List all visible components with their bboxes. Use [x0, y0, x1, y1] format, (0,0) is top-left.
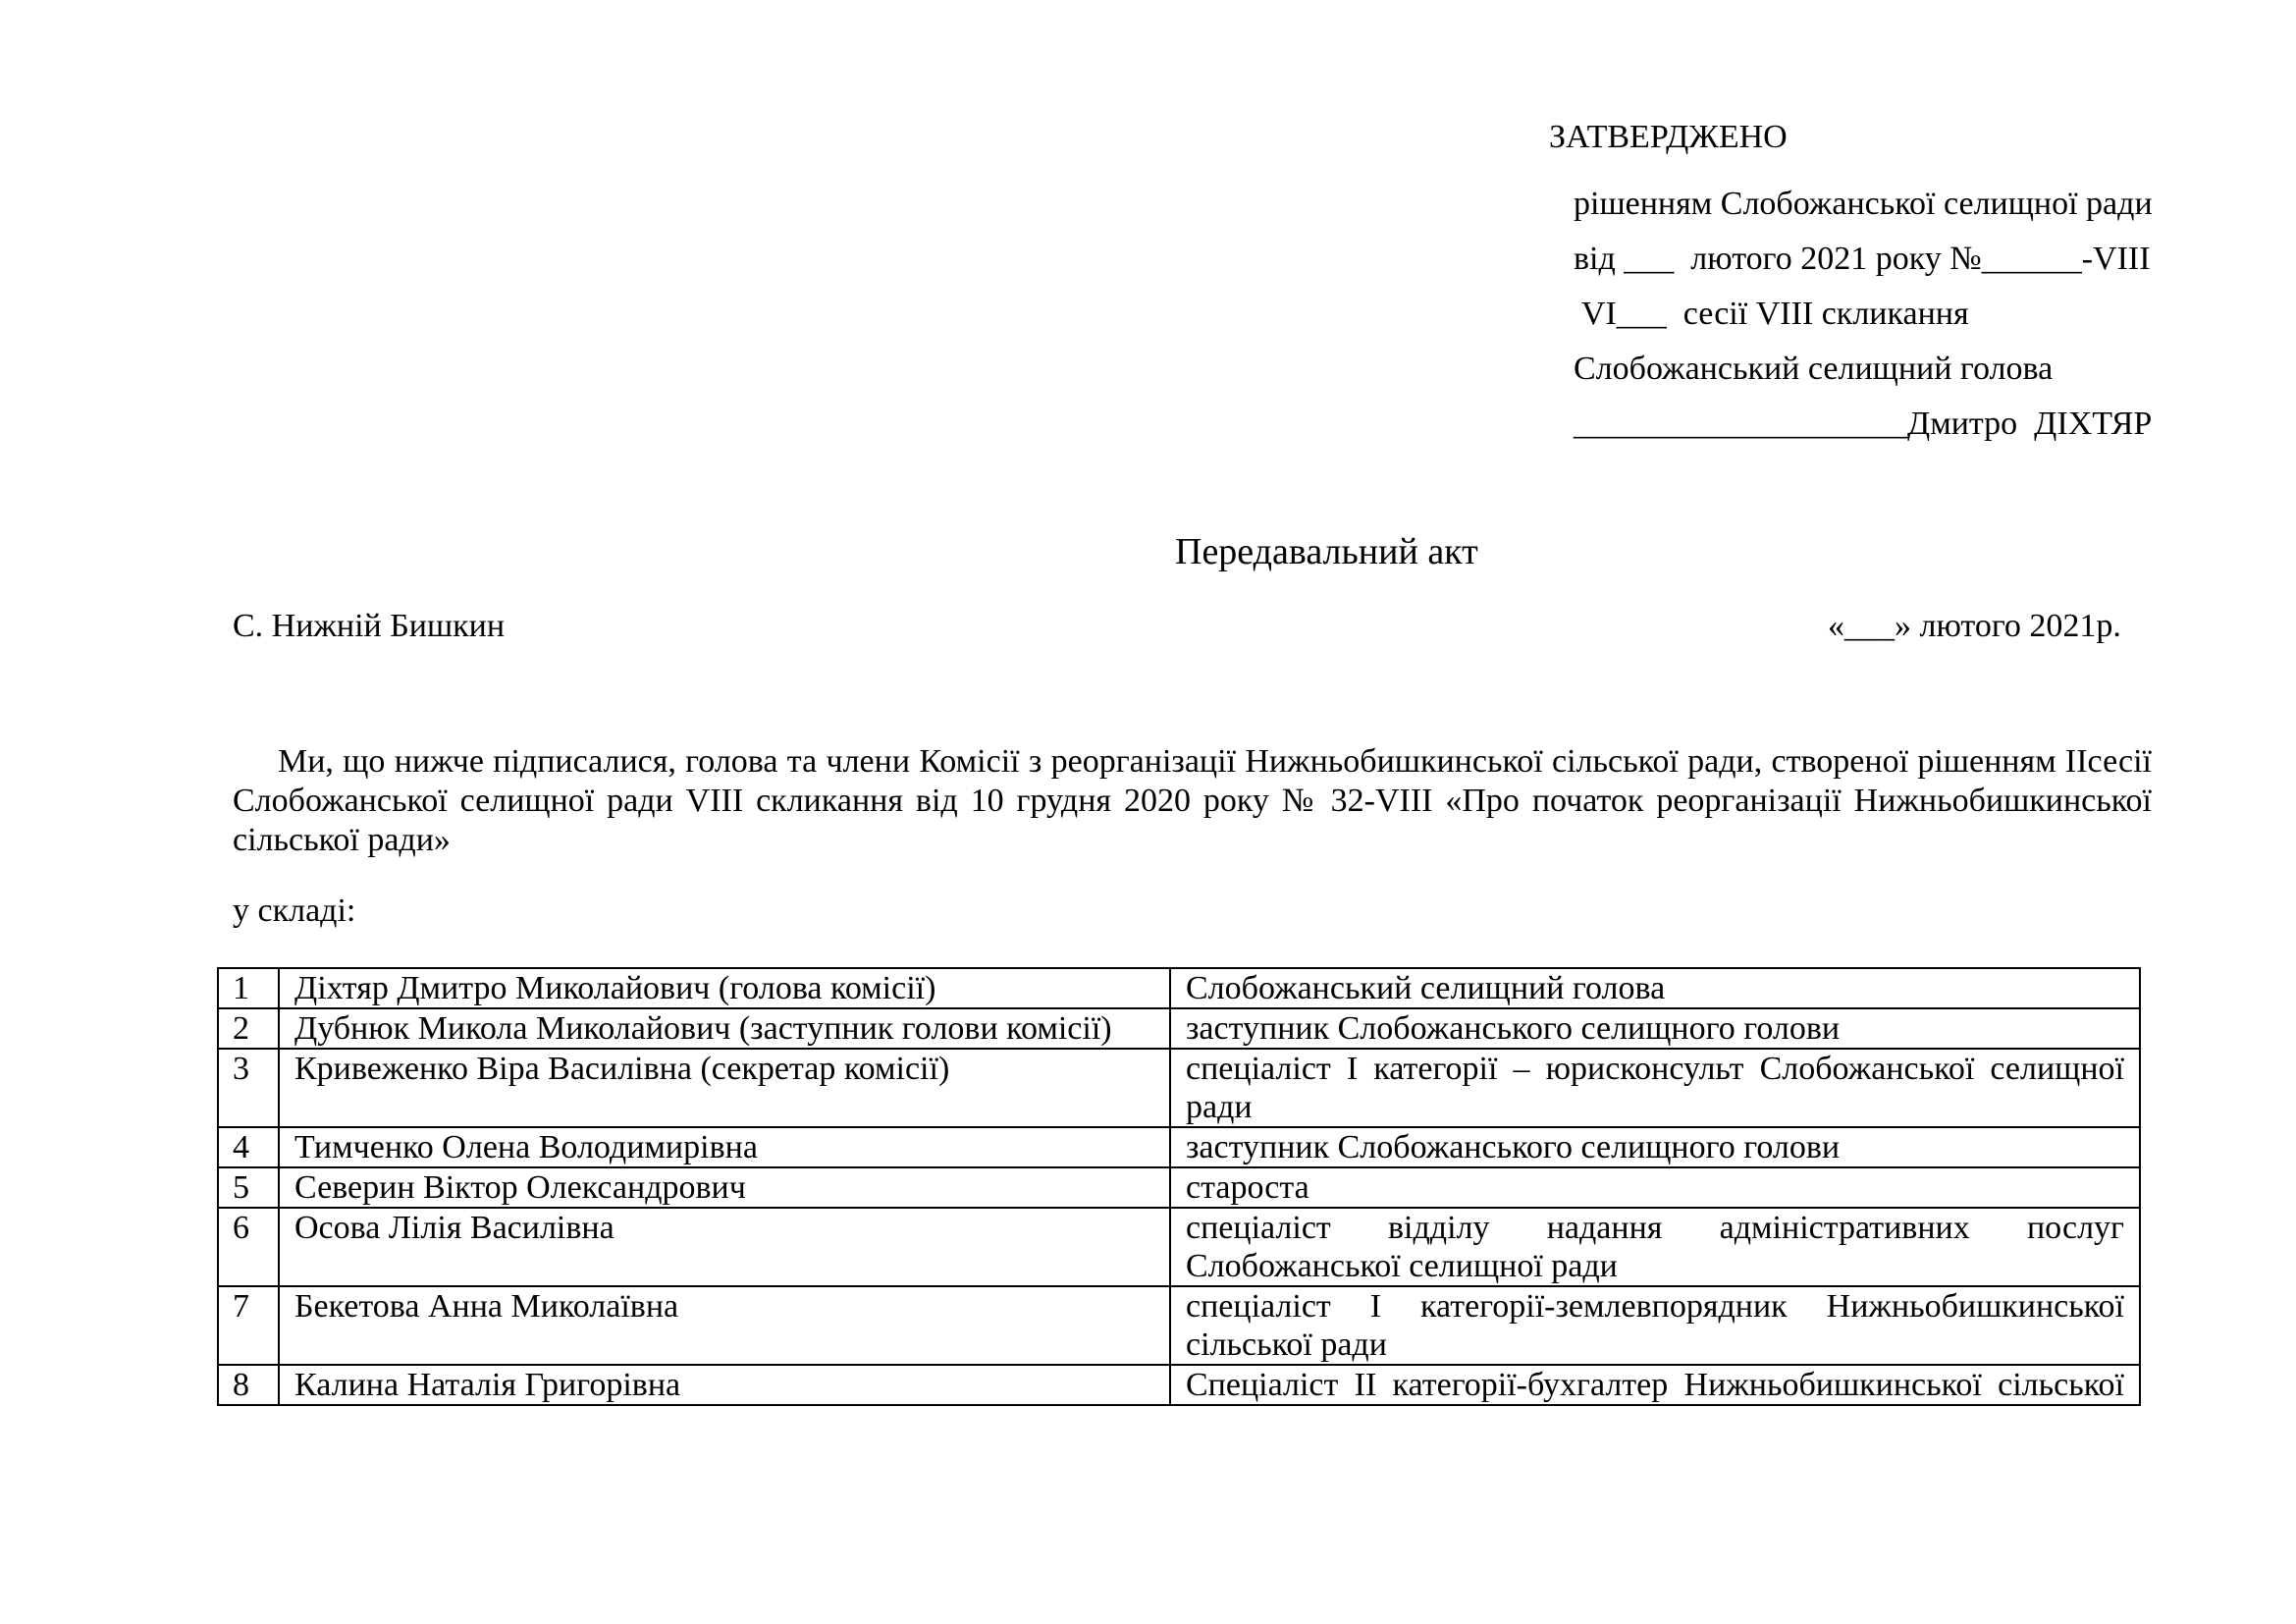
member-number: 1: [218, 968, 279, 1008]
document-date: «___» лютого 2021р.: [1828, 608, 2121, 644]
table-row: [218, 1208, 2140, 1286]
approval-line-signature: ____________________Дмитро ДІХТЯР: [1574, 406, 2153, 442]
member-position: Спеціаліст ІІ категорії-бухгалтер Нижньобишкинської сільської: [1170, 1365, 2140, 1405]
approval-block: [1574, 185, 2153, 460]
table-row: [218, 1365, 2140, 1405]
member-name: Тимченко Олена Володимирівна: [279, 1127, 1170, 1167]
member-number: 8: [218, 1365, 279, 1405]
member-position: заступник Слобожанського селищного голови: [1170, 1008, 2140, 1049]
member-position: заступник Слобожанського селищного голови: [1170, 1127, 2140, 1167]
member-number: 6: [218, 1208, 279, 1286]
approval-line-session: VI___ сесії VIII скликання: [1574, 296, 1969, 332]
member-name: Діхтяр Дмитро Миколайович (голова комісії): [279, 968, 1170, 1008]
table-row: [218, 1049, 2140, 1127]
table-row: [218, 1127, 2140, 1167]
member-position: спеціаліст І категорії-землевпорядник Нижньобишкинської сільської ради: [1170, 1286, 2140, 1365]
member-number: 2: [218, 1008, 279, 1049]
member-name: Дубнюк Микола Миколайович (заступник голови комісії): [279, 1008, 1170, 1049]
approval-line-date: від ___ лютого 2021 року №______-VIII: [1574, 241, 2151, 277]
member-number: 7: [218, 1286, 279, 1365]
members-table: [217, 967, 2141, 1406]
member-name: Калина Наталія Григорівна: [279, 1365, 1170, 1405]
table-row: [218, 1008, 2140, 1049]
member-number: 4: [218, 1127, 279, 1167]
intro-paragraph: Ми, що нижче підписалися, голова та члени Комісії з реорганізації Нижньобишкинської сільської ради, створеної рішенням IIсесії Слобожанської селищної ради VIII скликання від 10 грудня 2020 року № 32-VIII «Про початок реорганізації Нижньобишкинської сільської ради»: [233, 743, 2152, 858]
member-position: спеціаліст відділу надання адміністративних послуг Слобожанської селищної ради: [1170, 1208, 2140, 1286]
member-name: Северин Віктор Олександрович: [279, 1167, 1170, 1208]
table-row: [218, 1167, 2140, 1208]
member-position: спеціаліст І категорії – юрисконсульт Слобожанської селищної ради: [1170, 1049, 2140, 1127]
approval-heading: ЗАТВЕРДЖЕНО: [1549, 119, 1788, 155]
document-place: С. Нижній Бишкин: [233, 608, 506, 644]
approval-line-decision: рішенням Слобожанської селищної ради: [1574, 186, 2153, 222]
member-name: Осова Лілія Василівна: [279, 1208, 1170, 1286]
member-position: Слобожанський селищний голова: [1170, 968, 2140, 1008]
table-row: [218, 1286, 2140, 1365]
member-name: Бекетова Анна Миколаївна: [279, 1286, 1170, 1365]
table-row: [218, 968, 2140, 1008]
member-number: 5: [218, 1167, 279, 1208]
member-position: староста: [1170, 1167, 2140, 1208]
member-name: Кривеженко Віра Василівна (секретар комісії): [279, 1049, 1170, 1127]
member-number: 3: [218, 1049, 279, 1127]
approval-line-head-title: Слобожанський селищний голова: [1574, 351, 2054, 387]
composition-label: у складі:: [233, 893, 356, 929]
document-title: Передавальний акт: [1175, 531, 1478, 572]
